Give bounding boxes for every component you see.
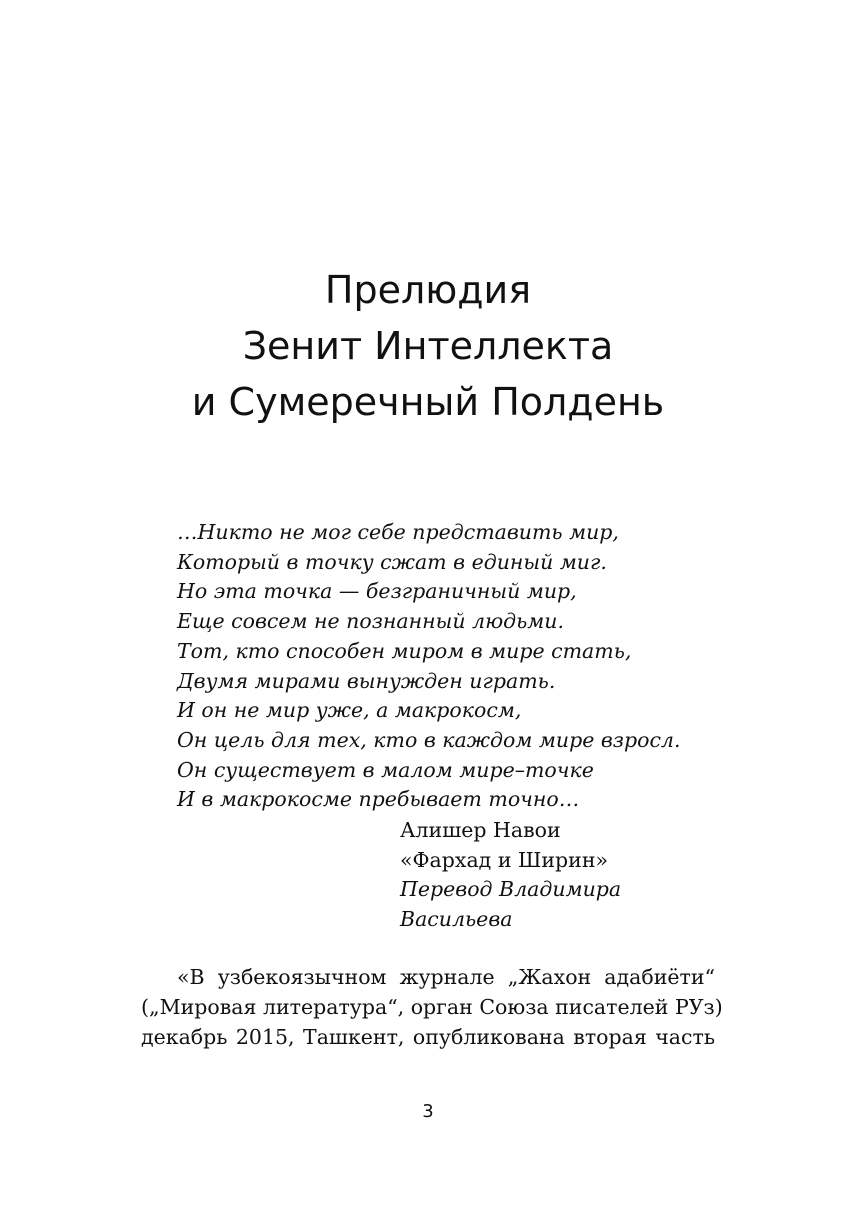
page-number: 3 [422,1101,434,1122]
epigraph-line: И он не мир уже, а макрокосм, [177,698,522,723]
epigraph-line: Еще совсем не познанный людьми. [177,609,565,634]
epigraph-line: И в макрокосме пребывает точно… [177,787,580,812]
epigraph-line: Который в точку сжат в единый миг. [177,549,607,574]
epigraph-author: Алишер Навои [400,818,561,842]
epigraph-translator-line-1: Перевод Владимира [400,877,622,902]
epigraph-line: Двумя мирами вынужден играть. [177,668,556,693]
epigraph-poem [177,518,681,815]
chapter-title-line-2: Зенит Интеллекта [242,324,614,368]
chapter-title [0,262,856,430]
epigraph-line: Но эта точка — безграничный мир, [177,579,577,604]
epigraph-translator-line-2: Васильева [400,907,513,932]
epigraph-line: Тот, кто способен миром в мире стать, [177,638,632,663]
chapter-title-line-1: Прелюдия [324,268,532,312]
epigraph-line: …Никто не мог себе представить мир, [177,520,619,544]
epigraph-work-title: «Фархад и Ширин» [400,847,609,872]
body-paragraph [141,962,723,1052]
body-line: «В узбекоязычном журнале „Жахон адабиёти“ [177,965,715,989]
body-line: декабрь 2015, Ташкент, опубликована вторая часть [141,1025,715,1049]
epigraph-line: Он существует в малом мире–точке [177,757,594,782]
chapter-title-line-3: и Сумеречный Полдень [191,380,665,424]
epigraph-line: Он цель для тех, кто в каждом мире взросл. [177,727,681,752]
body-line: („Мировая литература“, орган Союза писателей РУз) [141,995,723,1019]
epigraph-attribution [400,816,621,935]
